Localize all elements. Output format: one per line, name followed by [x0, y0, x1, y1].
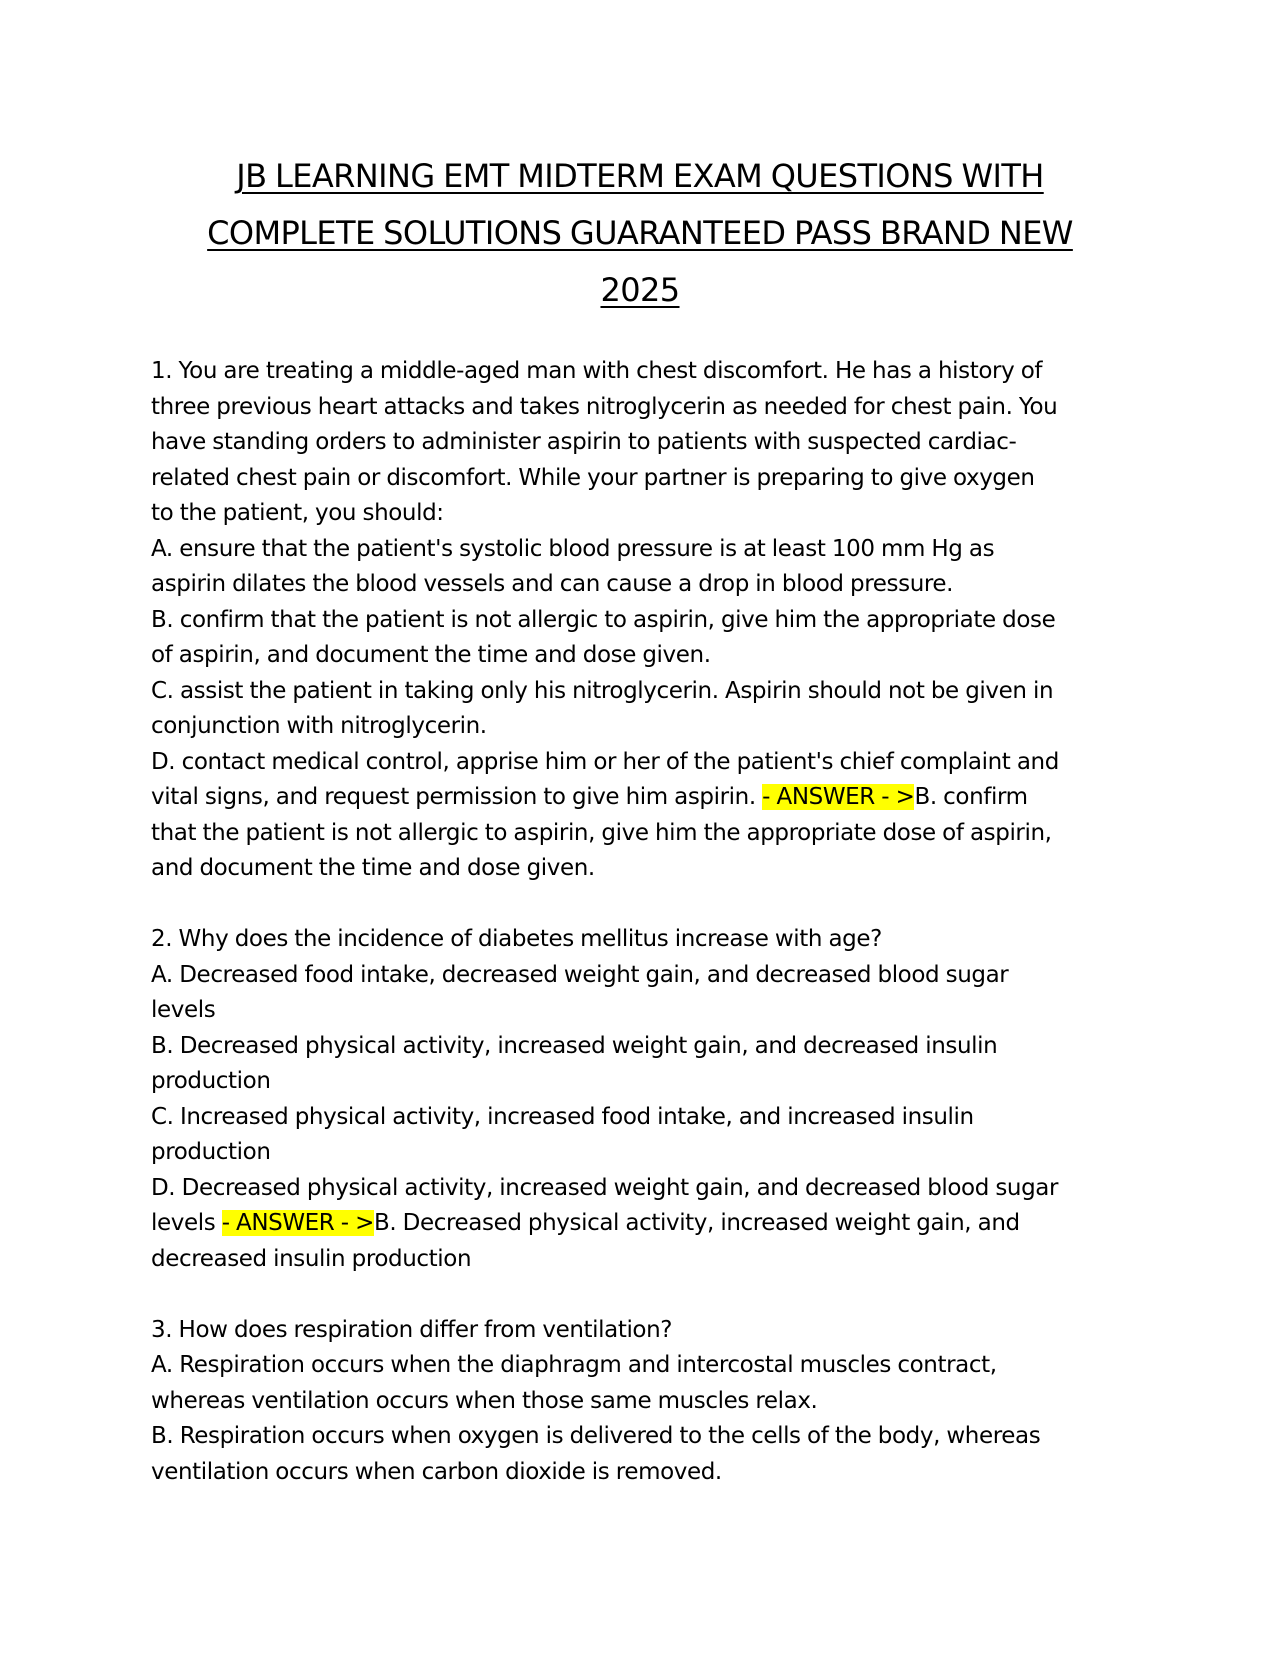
- document-title: [150, 148, 1130, 319]
- question-1-answer-cont: and document the time and dose given.: [151, 855, 595, 881]
- title-line-2: [150, 205, 1130, 262]
- answer-marker-highlight: - ANSWER - >: [221, 1210, 374, 1236]
- question-3-option-a: A. Respiration occurs when the diaphragm and intercostal muscles contract,: [151, 1352, 997, 1378]
- paragraph-gap: [151, 887, 1151, 923]
- document-body: [151, 354, 1151, 1490]
- question-3: [151, 1313, 1151, 1491]
- question-1-option-d: D. contact medical control, apprise him or her of the patient's chief complaint and: [151, 748, 1059, 775]
- paragraph-gap: [151, 1277, 1151, 1313]
- question-3-option-b-cont: ventilation occurs when carbon dioxide is removed.: [151, 1458, 722, 1485]
- title-line-3: [150, 262, 1130, 319]
- question-1-option-a: A. ensure that the patient's systolic blood pressure is at least 100 mm Hg as: [151, 535, 995, 562]
- question-1-line: related chest pain or discomfort. While your partner is preparing to give oxygen: [151, 464, 1035, 491]
- question-3-option-a-cont: whereas ventilation occurs when those same muscles relax.: [151, 1387, 818, 1414]
- question-1-option-b-cont: of aspirin, and document the time and dose given.: [151, 642, 711, 668]
- question-2-option-c-cont: production: [151, 1139, 271, 1165]
- question-2-option-d: D. Decreased physical activity, increased weight gain, and decreased blood sugar: [151, 1174, 1059, 1201]
- question-1: [151, 354, 1151, 887]
- question-2-option-d-cont: levels: [151, 1210, 222, 1236]
- question-2-option-a: A. Decreased food intake, decreased weight gain, and decreased blood sugar: [151, 961, 1009, 988]
- title-text-1: JB LEARNING EMT MIDTERM EXAM QUESTIONS WITH: [236, 157, 1044, 195]
- question-3-option-b: B. Respiration occurs when oxygen is delivered to the cells of the body, whereas: [151, 1423, 1041, 1449]
- title-text-2: COMPLETE SOLUTIONS GUARANTEED PASS BRAND NEW: [207, 214, 1073, 252]
- question-1-option-a-cont: aspirin dilates the blood vessels and can cause a drop in blood pressure.: [151, 571, 954, 597]
- question-1-option-c-cont: conjunction with nitroglycerin.: [151, 713, 487, 739]
- question-1-option-c: C. assist the patient in taking only his nitroglycerin. Aspirin should not be given in: [151, 677, 1054, 704]
- question-2-answer-text: B. Decreased physical activity, increased weight gain, and: [373, 1210, 1020, 1236]
- question-1-line: to the patient, you should:: [151, 500, 444, 526]
- question-2-answer-cont: decreased insulin production: [151, 1245, 472, 1272]
- question-1-line: three previous heart attacks and takes nitroglycerin as needed for chest pain. You: [151, 393, 1058, 420]
- question-3-line: 3. How does respiration differ from ventilation?: [151, 1316, 673, 1343]
- question-1-answer-cont: that the patient is not allergic to aspirin, give him the appropriate dose of aspirin,: [151, 819, 1052, 846]
- question-2-line: 2. Why does the incidence of diabetes mellitus increase with age?: [151, 926, 882, 952]
- question-2-option-a-cont: levels: [151, 997, 216, 1023]
- question-2-option-b-cont: production: [151, 1068, 271, 1094]
- answer-marker-highlight: - ANSWER - >: [762, 784, 915, 810]
- title-text-3: 2025: [600, 271, 680, 309]
- question-1-option-d-cont: vital signs, and request permission to give him aspirin.: [151, 784, 763, 810]
- question-1-line: have standing orders to administer aspirin to patients with suspected cardiac-: [151, 429, 1017, 455]
- question-1-answer-line: [151, 780, 1151, 816]
- title-line-1: [150, 148, 1130, 205]
- question-1-line: 1. You are treating a middle-aged man with chest discomfort. He has a history of: [151, 358, 1043, 384]
- question-1-answer-text: B. confirm: [914, 784, 1028, 810]
- question-2-answer-line: [151, 1206, 1151, 1242]
- question-2-option-c: C. Increased physical activity, increased food intake, and increased insulin: [151, 1103, 974, 1130]
- question-1-option-b: B. confirm that the patient is not allergic to aspirin, give him the appropriate dose: [151, 606, 1056, 633]
- question-2: [151, 922, 1151, 1277]
- question-2-option-b: B. Decreased physical activity, increased weight gain, and decreased insulin: [151, 1032, 998, 1059]
